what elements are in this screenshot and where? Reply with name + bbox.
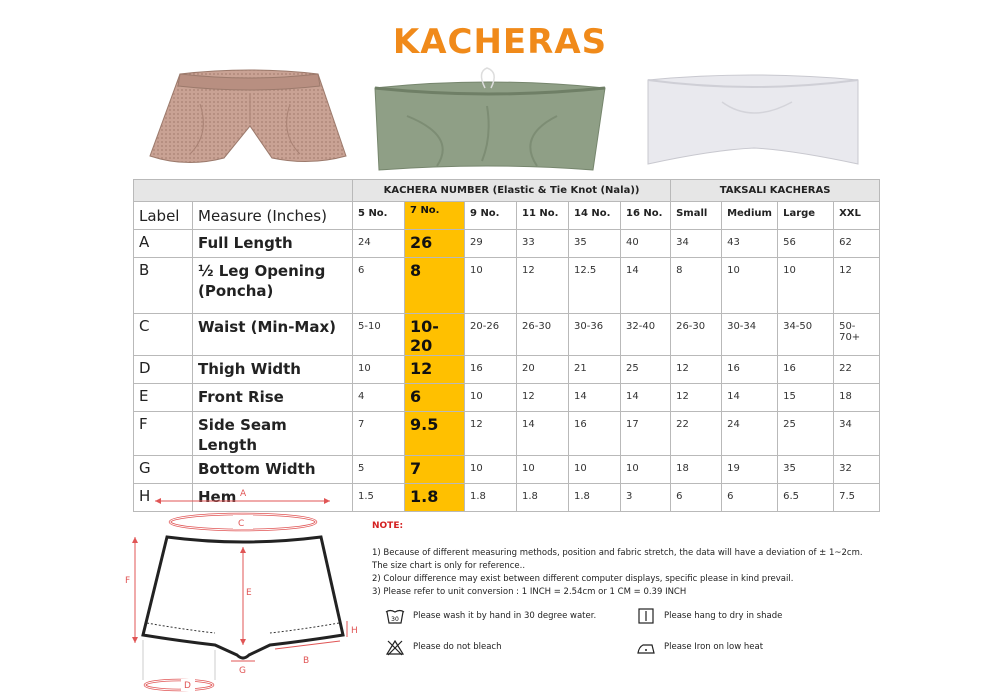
note-title: NOTE: <box>372 521 404 531</box>
table-row <box>134 258 880 314</box>
green-kachera-photo <box>367 66 612 174</box>
row-value: 7.5 <box>834 484 880 512</box>
label-h: H <box>351 626 358 636</box>
row-value: 12 <box>517 384 569 412</box>
table-row <box>134 412 880 456</box>
row-value: 4 <box>353 384 405 412</box>
wash-temp: 30 <box>391 616 399 623</box>
row-value: 26-30 <box>517 314 569 356</box>
label-a: A <box>240 489 247 499</box>
row-value: 32 <box>834 456 880 484</box>
table-row <box>134 456 880 484</box>
size-header-8: Large <box>778 202 834 230</box>
size-header-2: 9 No. <box>465 202 517 230</box>
hang-dry-icon <box>636 607 656 625</box>
iron-low-icon <box>636 638 656 656</box>
notes-section <box>372 520 892 599</box>
care-bleach <box>385 638 501 656</box>
row-value: 12 <box>671 384 722 412</box>
row-measure: Bottom Width <box>193 456 353 484</box>
row-value: 18 <box>834 384 880 412</box>
row-value: 6 <box>671 484 722 512</box>
row-value: 8 <box>405 258 465 314</box>
care-iron-text: Please Iron on low heat <box>664 642 764 652</box>
row-value: 16 <box>569 412 621 456</box>
row-value: 30-36 <box>569 314 621 356</box>
row-value: 30-34 <box>722 314 778 356</box>
care-wash-text: Please wash it by hand in 30 degree water. <box>413 611 597 621</box>
care-iron <box>636 638 763 656</box>
row-value: 6 <box>722 484 778 512</box>
row-value: 24 <box>722 412 778 456</box>
row-measure: Hem <box>193 484 353 512</box>
row-value: 20 <box>517 356 569 384</box>
row-value: 50-70+ <box>834 314 880 356</box>
row-value: 7 <box>353 412 405 456</box>
size-header-row <box>134 202 880 230</box>
row-value: 10 <box>353 356 405 384</box>
row-value: 12 <box>517 258 569 314</box>
label-b: B <box>303 656 310 666</box>
care-dry <box>636 607 782 625</box>
note-line-3: 2) Colour difference may exist between different computer displays, specific please in kind prevail. <box>372 574 794 584</box>
row-value: 5 <box>353 456 405 484</box>
row-label: D <box>134 356 193 384</box>
row-value: 12.5 <box>569 258 621 314</box>
row-value: 10 <box>465 258 517 314</box>
row-value: 12 <box>465 412 517 456</box>
label-d: D <box>184 681 191 691</box>
size-header-0: 5 No. <box>353 202 405 230</box>
row-label: H <box>134 484 193 512</box>
row-value: 15 <box>778 384 834 412</box>
size-header-9: XXL <box>834 202 880 230</box>
label-f: F <box>125 576 131 586</box>
row-label: B <box>134 258 193 314</box>
row-measure: Front Rise <box>193 384 353 412</box>
row-value: 10-20 <box>405 314 465 356</box>
row-value: 10 <box>722 258 778 314</box>
row-value: 20-26 <box>465 314 517 356</box>
care-bleach-text: Please do not bleach <box>413 642 502 652</box>
row-value: 8 <box>671 258 722 314</box>
row-measure: Waist (Min-Max) <box>193 314 353 356</box>
row-value: 6.5 <box>778 484 834 512</box>
row-value: 25 <box>778 412 834 456</box>
row-value: 10 <box>465 456 517 484</box>
row-value: 7 <box>405 456 465 484</box>
col-header-label: Label <box>134 202 193 230</box>
row-value: 6 <box>405 384 465 412</box>
measurement-diagram <box>125 485 370 695</box>
row-label: E <box>134 384 193 412</box>
row-value: 5-10 <box>353 314 405 356</box>
size-chart-table <box>133 179 880 512</box>
row-value: 10 <box>778 258 834 314</box>
no-bleach-icon <box>385 638 405 656</box>
note-line-2: The size chart is only for reference.. <box>372 561 526 571</box>
size-header-5: 16 No. <box>621 202 671 230</box>
row-value: 14 <box>621 258 671 314</box>
row-value: 9.5 <box>405 412 465 456</box>
white-kachera-photo <box>642 68 864 168</box>
care-wash <box>385 607 596 625</box>
row-value: 18 <box>671 456 722 484</box>
row-value: 12 <box>834 258 880 314</box>
row-measure: Side Seam Length <box>193 412 353 456</box>
row-value: 14 <box>621 384 671 412</box>
row-value: 10 <box>517 456 569 484</box>
size-header-3: 11 No. <box>517 202 569 230</box>
page-title: KACHERAS <box>392 22 608 62</box>
row-value: 34 <box>671 230 722 258</box>
row-measure: ½ Leg Opening (Poncha) <box>193 258 353 314</box>
row-value: 14 <box>517 412 569 456</box>
row-value: 14 <box>722 384 778 412</box>
row-value: 26 <box>405 230 465 258</box>
row-label: G <box>134 456 193 484</box>
table-row <box>134 356 880 384</box>
row-value: 34-50 <box>778 314 834 356</box>
row-value: 3 <box>621 484 671 512</box>
label-c: C <box>238 519 245 529</box>
row-value: 26-30 <box>671 314 722 356</box>
group-header-blank <box>134 180 353 202</box>
hand-wash-icon <box>385 607 405 625</box>
row-value: 22 <box>671 412 722 456</box>
row-value: 10 <box>569 456 621 484</box>
label-g: G <box>239 666 246 676</box>
row-value: 19 <box>722 456 778 484</box>
row-value: 12 <box>671 356 722 384</box>
row-value: 34 <box>834 412 880 456</box>
group-header-taksali: TAKSALI KACHERAS <box>671 180 880 202</box>
row-value: 16 <box>465 356 517 384</box>
row-value: 1.8 <box>465 484 517 512</box>
brown-kachera-photo <box>140 64 355 172</box>
row-value: 35 <box>569 230 621 258</box>
care-dry-text: Please hang to dry in shade <box>664 611 783 621</box>
row-value: 1.8 <box>517 484 569 512</box>
size-header-7: Medium <box>722 202 778 230</box>
row-value: 35 <box>778 456 834 484</box>
row-value: 17 <box>621 412 671 456</box>
table-row <box>134 314 880 356</box>
row-value: 22 <box>834 356 880 384</box>
size-header-4: 14 No. <box>569 202 621 230</box>
size-header-6: Small <box>671 202 722 230</box>
row-label: F <box>134 412 193 456</box>
note-line-4: 3) Please refer to unit conversion : 1 INCH = 2.54cm or 1 CM = 0.39 INCH <box>372 587 687 597</box>
row-value: 29 <box>465 230 517 258</box>
row-value: 16 <box>778 356 834 384</box>
row-value: 56 <box>778 230 834 258</box>
row-measure: Thigh Width <box>193 356 353 384</box>
row-value: 1.5 <box>353 484 405 512</box>
table-row <box>134 384 880 412</box>
row-value: 25 <box>621 356 671 384</box>
row-value: 6 <box>353 258 405 314</box>
row-value: 32-40 <box>621 314 671 356</box>
row-value: 40 <box>621 230 671 258</box>
row-measure: Full Length <box>193 230 353 258</box>
size-header-1: 7 No. <box>405 202 465 230</box>
row-value: 24 <box>353 230 405 258</box>
row-label: A <box>134 230 193 258</box>
row-value: 16 <box>722 356 778 384</box>
row-value: 1.8 <box>405 484 465 512</box>
row-value: 12 <box>405 356 465 384</box>
note-line-1: 1) Because of different measuring methods, position and fabric stretch, the data will have a deviation of ± 1~2cm. <box>372 548 863 558</box>
row-value: 10 <box>465 384 517 412</box>
row-value: 33 <box>517 230 569 258</box>
row-value: 1.8 <box>569 484 621 512</box>
table-row <box>134 230 880 258</box>
row-label: C <box>134 314 193 356</box>
row-value: 43 <box>722 230 778 258</box>
row-value: 14 <box>569 384 621 412</box>
label-e: E <box>246 588 252 598</box>
group-header-row <box>134 180 880 202</box>
row-value: 21 <box>569 356 621 384</box>
group-header-kachera: KACHERA NUMBER (Elastic & Tie Knot (Nala)) <box>353 180 671 202</box>
product-photos <box>0 62 1000 174</box>
row-value: 10 <box>621 456 671 484</box>
col-header-measure: Measure (Inches) <box>193 202 353 230</box>
row-value: 62 <box>834 230 880 258</box>
